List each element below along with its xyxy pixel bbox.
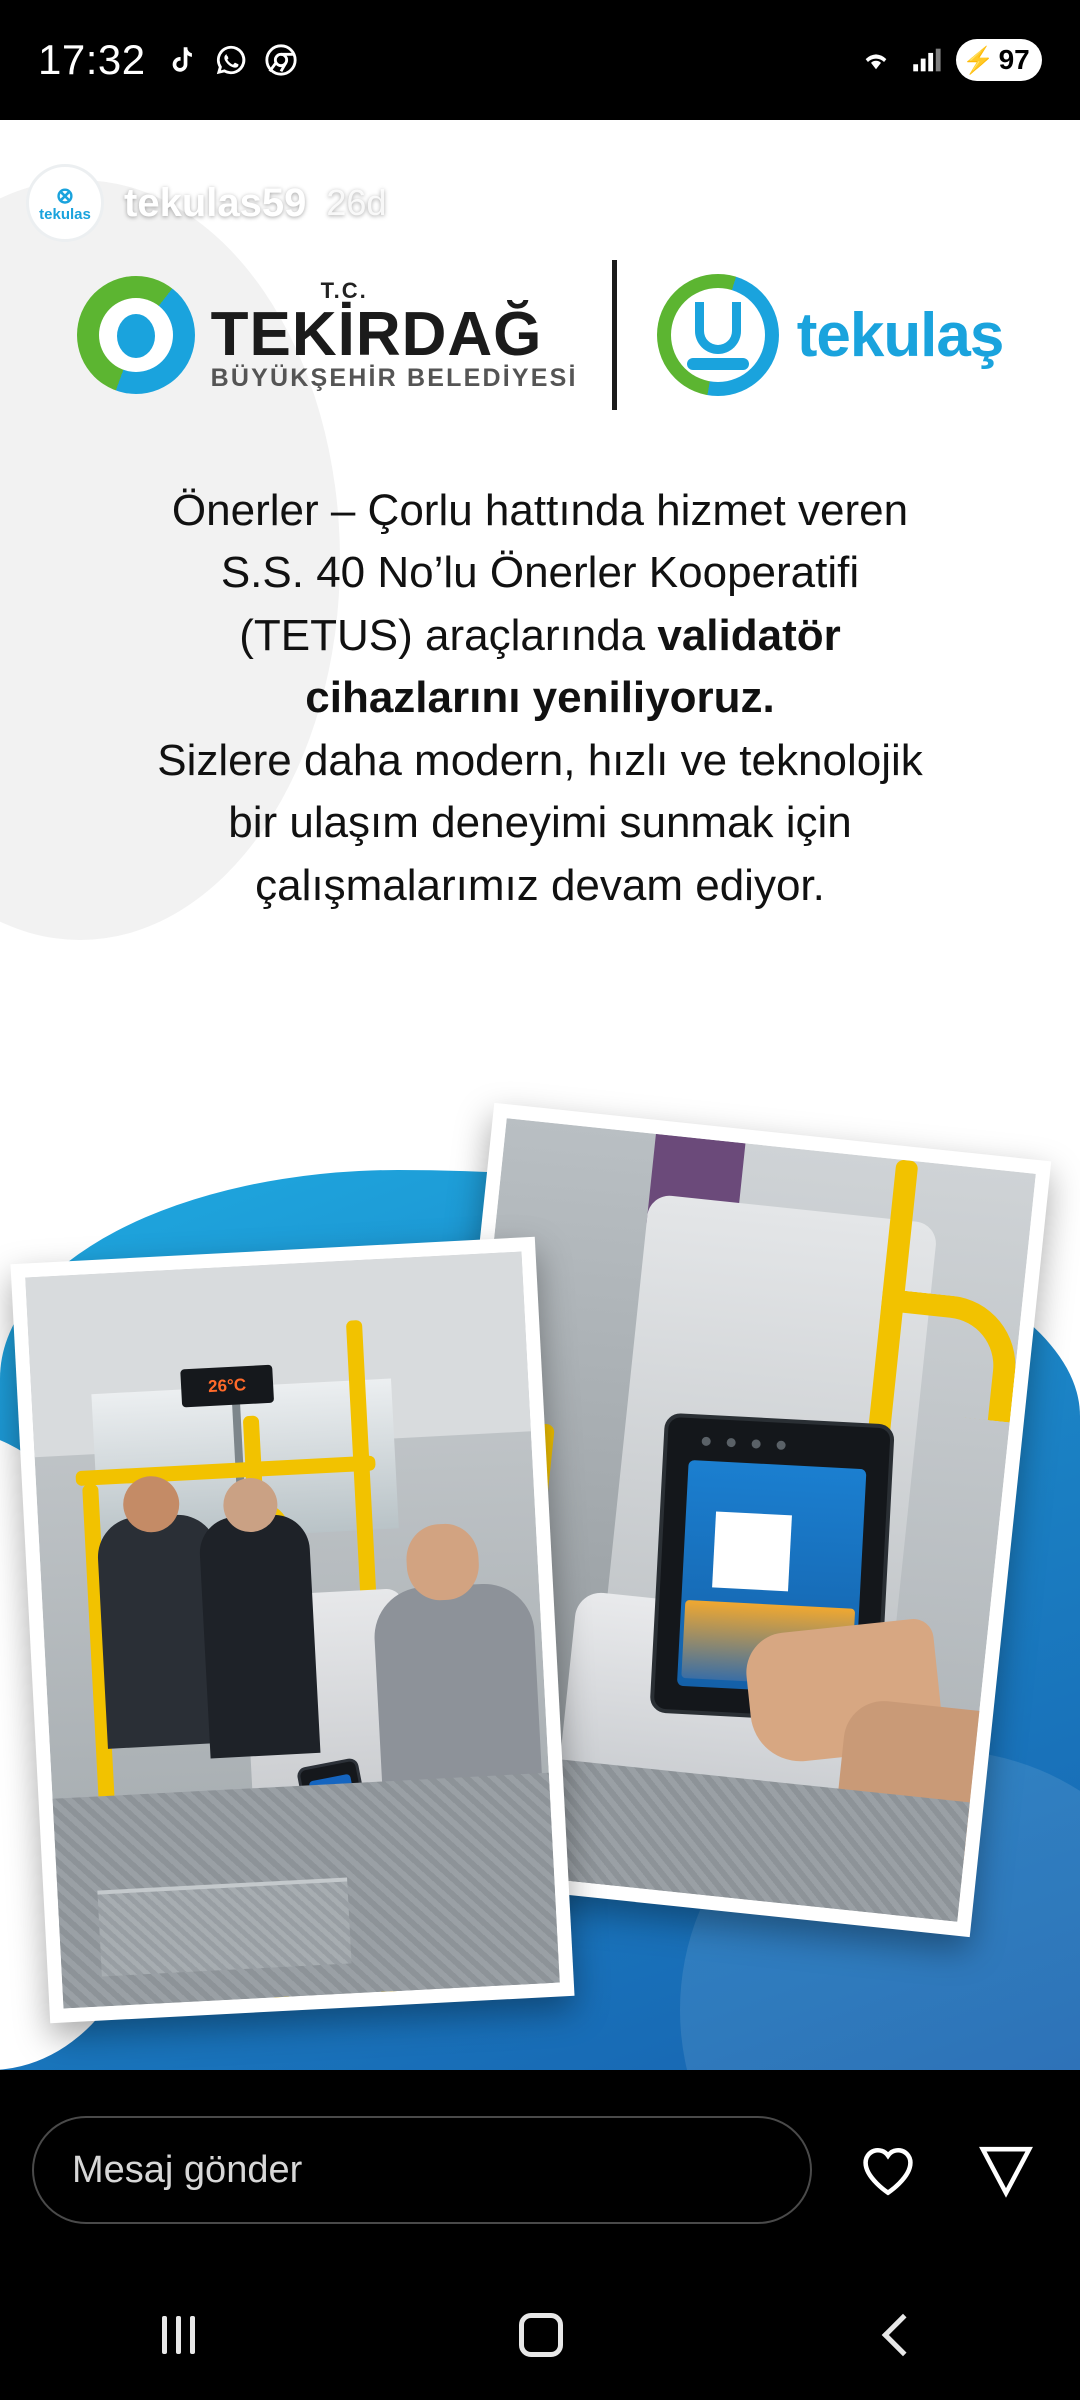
story-progress-bars: [16, 140, 1064, 146]
tc-label: T.C.: [320, 277, 368, 303]
battery-charging-icon: ⚡: [962, 44, 995, 75]
share-button[interactable]: [964, 2128, 1048, 2212]
like-button[interactable]: [846, 2128, 930, 2212]
story-username[interactable]: tekulas59: [124, 180, 307, 225]
tekulas-brand: [617, 274, 1004, 396]
battery-percent: 97: [998, 44, 1030, 75]
story-header: [26, 164, 1054, 242]
status-notification-icons: [164, 43, 298, 77]
status-bar: [0, 0, 1080, 120]
send-icon: [971, 2138, 1041, 2202]
tekirdag-brand-text: [210, 277, 578, 392]
story-progress-segment[interactable]: [368, 140, 712, 146]
message-placeholder: Mesaj gönder: [72, 2148, 303, 2191]
story-reply-bar: [0, 2070, 1080, 2270]
android-navigation-bar: [0, 2270, 1080, 2400]
post-line-4: cihazlarını yeniliyoruz.: [305, 673, 775, 723]
battery-indicator: [956, 39, 1042, 81]
tekirdag-subtitle: BÜYÜKŞEHİR BELEDİYESİ: [210, 363, 578, 392]
avatar-label: tekulas: [39, 205, 91, 223]
post-line-5: Sizlere daha modern, hızlı ve teknolojik: [157, 735, 923, 785]
brand-header: [0, 230, 1080, 440]
tekirdag-title: TEKİRDAĞ: [210, 299, 543, 369]
story-viewer[interactable]: [0, 120, 1080, 2070]
chrome-icon: [264, 43, 298, 77]
kebab-menu-icon[interactable]: [1022, 176, 1054, 230]
tekulas-logo-icon: [657, 274, 779, 396]
post-line-7: çalışmalarımız devam ediyor.: [255, 860, 825, 910]
post-line-6: bir ulaşım deneyimi sunmak için: [228, 798, 852, 848]
post-body-text: [52, 480, 1028, 917]
heart-icon: [853, 2138, 923, 2202]
recents-icon[interactable]: [162, 2316, 195, 2354]
avatar-logo-icon: ⊗: [55, 182, 75, 208]
signal-icon: [908, 43, 944, 77]
post-line-2: S.S. 40 No’lu Önerler Kooperatifi: [220, 548, 860, 598]
post-line-3-bold: validatör: [657, 610, 841, 660]
status-bar-left: [38, 36, 298, 84]
message-input[interactable]: [32, 2116, 812, 2224]
home-icon[interactable]: [519, 2313, 563, 2357]
wifi-icon: [856, 43, 896, 77]
story-timestamp: 26d: [326, 182, 387, 223]
bus-temperature-display: 26°C: [180, 1365, 274, 1408]
clock: 17:32: [38, 36, 146, 83]
back-icon[interactable]: [882, 2314, 924, 2356]
tekirdag-logo-icon: [77, 276, 195, 394]
story-progress-segment[interactable]: [16, 140, 360, 146]
story-media: [0, 120, 1080, 2070]
status-bar-right: [856, 39, 1042, 81]
tekirdag-brand: [77, 276, 612, 394]
story-progress-segment[interactable]: [720, 140, 1064, 146]
post-line-3: (TETUS) araçlarında: [239, 610, 658, 660]
tiktok-icon: [164, 43, 198, 77]
avatar[interactable]: [26, 164, 104, 242]
tekulas-wordmark: tekulaş: [796, 300, 1004, 370]
whatsapp-icon: [214, 43, 248, 77]
bus-interior-photo: [10, 1237, 574, 2023]
post-line-1: Önerler – Çorlu hattında hizmet veren: [171, 486, 909, 535]
